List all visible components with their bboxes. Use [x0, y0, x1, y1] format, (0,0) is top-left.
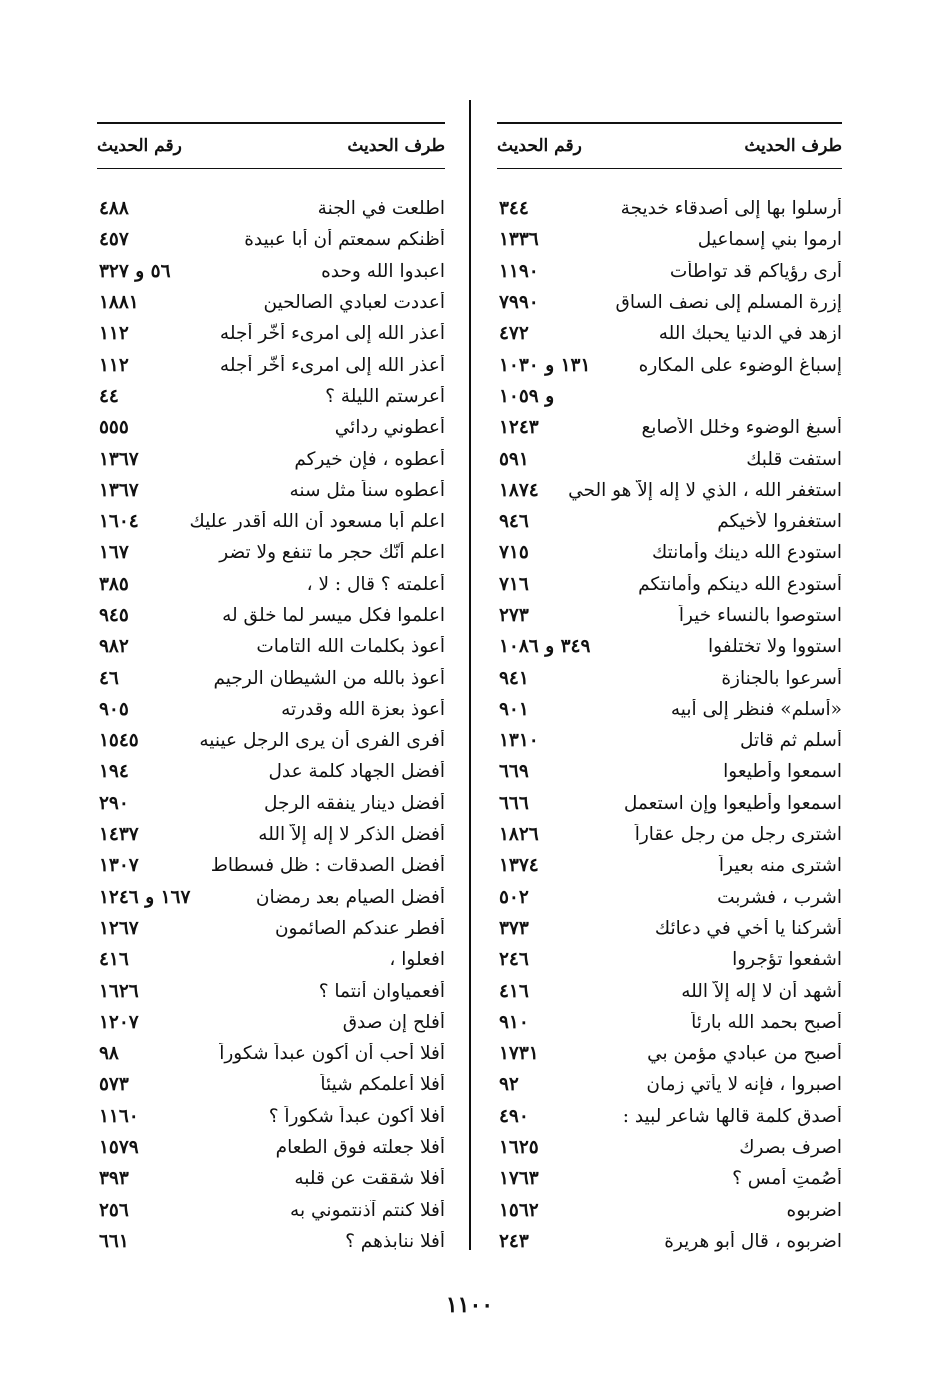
right-column — [497, 122, 842, 1257]
column-header — [97, 124, 445, 168]
hadith-number: ٤١٦ — [99, 949, 129, 971]
hadith-number: ١٣٣٦ — [499, 229, 539, 251]
hadith-phrase: استغفروا لأخيكم — [717, 511, 842, 533]
hadith-number: ٧١٦ — [499, 573, 529, 595]
hadith-number: ٩٢ — [499, 1074, 519, 1096]
hadith-phrase: أعرستم الليلة ؟ — [325, 385, 445, 407]
index-entry — [97, 725, 445, 756]
hadith-number: ٣٩٣ — [99, 1168, 129, 1190]
hadith-phrase: إسباغ الوضوء على المكاره — [638, 354, 842, 376]
hadith-number: ١٧٣١ — [499, 1043, 539, 1065]
index-entry — [97, 819, 445, 850]
hadith-number: ١٥٦٢ — [499, 1199, 539, 1221]
hadith-number: ١٢٦٧ — [99, 917, 139, 939]
index-entry — [97, 913, 445, 944]
hadith-phrase: أعذر الله إلى امرىء أخَّر أجله — [219, 323, 445, 345]
entry-list — [97, 193, 445, 1257]
hadith-number: ٥٧٣ — [99, 1074, 129, 1096]
hadith-phrase: أفلا أعلمكم شيئاً — [320, 1074, 445, 1096]
index-entry — [497, 256, 842, 287]
index-entry — [497, 631, 842, 662]
index-entry — [97, 631, 445, 662]
index-entry — [97, 1038, 445, 1069]
index-entry — [497, 224, 842, 255]
hadith-phrase: اعلموا فكل ميسر لما خلق له — [222, 605, 445, 626]
hadith-number: ١٧٦٣ — [499, 1168, 539, 1190]
index-entry — [97, 287, 445, 318]
hadith-phrase: أعطوه ، فإن خيركم — [294, 448, 445, 470]
hadith-number: ١٣٦٧ — [99, 479, 139, 501]
header-rule — [497, 168, 842, 169]
hadith-number: ٦٦١ — [99, 1230, 129, 1252]
hadith-phrase: أظنكم سمعتم أن أبا عبيدة — [244, 229, 445, 251]
index-entry — [97, 381, 445, 412]
hadith-phrase: أشركنا يا أخي في دعائك — [654, 917, 842, 939]
index-entry — [497, 1163, 842, 1194]
hadith-number: ٤١٦ — [499, 980, 529, 1002]
index-entry — [497, 287, 842, 318]
index-entry — [97, 256, 445, 287]
hadith-phrase: أفضل دينار ينفقه الرجل — [263, 792, 445, 814]
hadith-number: ٩٤٥ — [99, 605, 129, 626]
index-entry — [497, 1069, 842, 1100]
hadith-phrase: أصبح من عبادي مؤمن بي — [647, 1043, 842, 1065]
hadith-phrase: أفعمياوان أنتما ؟ — [318, 980, 445, 1002]
hadith-number: ٧١٥ — [499, 542, 529, 564]
index-entry — [97, 537, 445, 568]
index-entry — [497, 537, 842, 568]
hadith-number: ١١٢ — [99, 354, 129, 376]
hadith-phrase: اضربوه — [786, 1199, 842, 1221]
hadith-number: ١١٦٠ — [99, 1105, 139, 1127]
hadith-phrase: «أسلم» فنظر إلى أبيه — [670, 698, 842, 720]
hadith-phrase: أعوذ بكلمات الله التامات — [256, 636, 445, 658]
hadith-phrase: اضربوه ، قال أبو هريرة — [664, 1230, 842, 1252]
index-entry — [97, 475, 445, 506]
hadith-phrase: أسرعوا بالجنازة — [721, 667, 842, 689]
hadith-number: ٩٠١ — [499, 698, 529, 720]
hadith-number: ١٣٠٧ — [99, 855, 139, 877]
hadith-phrase: اسمعوا وأطيعوا وإن استعمل — [623, 792, 842, 814]
hadith-number: ١٢٤٣ — [499, 417, 539, 439]
hadith-number: ٥٥٥ — [99, 417, 129, 439]
hadith-phrase: أفلا شققت عن قلبه — [294, 1168, 445, 1190]
left-column — [97, 122, 445, 1257]
hadith-phrase: استودع الله دينك وأمانتك — [651, 542, 842, 564]
index-entry — [497, 819, 842, 850]
hadith-number: ٤٧٢ — [499, 323, 529, 345]
hadith-number: ١٦٠٤ — [99, 511, 139, 533]
hadith-number: ٢٥٦ — [99, 1199, 129, 1221]
hadith-number: ١٨٢٦ — [499, 824, 539, 846]
index-entry — [497, 975, 842, 1006]
hadith-phrase: اعلم أبا مسعود أن الله أقدر عليك — [189, 511, 445, 533]
hadith-number: ١٣١٠ — [499, 730, 539, 752]
hadith-phrase: أصُمتِ أمس ؟ — [732, 1168, 842, 1190]
index-entry — [497, 850, 842, 881]
hadith-phrase: اسمعوا وأطيعوا — [723, 761, 842, 783]
index-entry — [497, 913, 842, 944]
index-entry — [497, 694, 842, 725]
index-entry — [97, 318, 445, 349]
index-entry — [97, 600, 445, 631]
hadith-phrase: أفلح إن صدق — [342, 1011, 445, 1033]
hadith-number: ١١٢ — [99, 323, 129, 345]
hadith-phrase: اشترى رجل من رجل عقاراً — [634, 824, 842, 846]
index-entry — [97, 193, 445, 224]
index-entry — [97, 788, 445, 819]
index-entry — [97, 1163, 445, 1194]
hadith-phrase: أستودع الله دينكم وأمانتكم — [638, 573, 842, 595]
hadith-number: ٦٦٦ — [499, 792, 529, 814]
index-entry — [97, 975, 445, 1006]
index-entry — [497, 788, 842, 819]
index-entry — [497, 662, 842, 693]
index-entry — [497, 349, 842, 380]
column-divider — [469, 100, 471, 1250]
hadith-number: ١٢٠٧ — [99, 1011, 139, 1033]
hadith-number: ١٩٤ — [99, 761, 129, 783]
header-term: طرف الحديث — [347, 136, 445, 156]
entry-list — [497, 193, 842, 1257]
hadith-phrase: أفلا ننابذهم ؟ — [345, 1230, 445, 1252]
hadith-number: ٢٤٦ — [499, 949, 529, 971]
hadith-number: ١٤٣٧ — [99, 824, 139, 846]
hadith-phrase: أفلا أكون عبداً شكوراً ؟ — [268, 1105, 445, 1127]
header-number: رقم الحديث — [497, 136, 582, 156]
hadith-number: ١٦٢٦ — [99, 980, 139, 1002]
hadith-phrase: أرى رؤياكم قد تواطأت — [669, 260, 842, 282]
hadith-number: ٢٩٠ — [99, 792, 129, 814]
hadith-number: ٤٤ — [99, 385, 119, 407]
hadith-phrase: أفضل الصدقات : ظل فسطاط — [210, 855, 445, 877]
hadith-phrase: استووا ولا تختلفوا — [708, 636, 842, 658]
hadith-number: ١١٩٠ — [499, 260, 539, 282]
hadith-number: ٣٤٤ — [499, 198, 529, 220]
hadith-number: ١٦٧ و ١٢٤٦ — [99, 886, 191, 908]
hadith-number: و ١٠٥٩ — [499, 385, 555, 407]
hadith-phrase: اشفعوا تؤجروا — [732, 949, 842, 971]
hadith-number: ٤٥٧ — [99, 229, 129, 251]
hadith-phrase: أعذر الله إلى امرىء أخَّر أجله — [219, 354, 445, 376]
hadith-number: ٥٠٢ — [499, 886, 529, 908]
index-entry — [97, 1101, 445, 1132]
index-entry — [97, 569, 445, 600]
index-entry — [97, 662, 445, 693]
hadith-phrase: أفلا أحب أن أكون عبداً شكوراً — [219, 1043, 445, 1065]
hadith-phrase: أعوذ بالله من الشيطان الرجيم — [213, 667, 445, 689]
index-entry — [497, 944, 842, 975]
hadith-number: ١٥٤٥ — [99, 730, 139, 752]
index-entry — [97, 506, 445, 537]
hadith-number: ٣٧٣ — [499, 917, 529, 939]
index-entry — [97, 850, 445, 881]
index-entry — [497, 193, 842, 224]
hadith-phrase: أفضل الذكر لا إله إلاّ الله — [258, 824, 445, 846]
hadith-phrase: أفضل الجهاد كلمة عدل — [268, 761, 445, 783]
hadith-number: ٧٩٩٠ — [499, 292, 539, 314]
hadith-number: ١٣٧٤ — [499, 855, 539, 877]
hadith-number: ٥٩١ — [499, 448, 529, 470]
index-entry — [97, 412, 445, 443]
hadith-phrase: أعددت لعبادي الصالحين — [263, 292, 445, 314]
hadith-phrase: أعلمته ؟ قال : لا ، — [306, 573, 445, 595]
index-entry — [497, 756, 842, 787]
index-entry — [97, 224, 445, 255]
index-entry — [497, 1195, 842, 1226]
hadith-phrase: اطلعت في الجنة — [317, 198, 445, 220]
index-entry — [497, 381, 842, 412]
hadith-phrase: استغفر الله ، الذي لا إله إلاّ هو الحي — [568, 479, 842, 501]
index-entry — [497, 318, 842, 349]
page-number: ١١٠٠ — [445, 1292, 494, 1318]
index-entry — [497, 600, 842, 631]
index-entry — [497, 1101, 842, 1132]
index-entry — [97, 1226, 445, 1257]
hadith-phrase: اشترى منه بعيراً — [718, 855, 842, 877]
hadith-number: ٢٤٣ — [499, 1230, 529, 1252]
index-entry — [97, 1007, 445, 1038]
hadith-phrase: أصبح بحمد الله بارئاً — [691, 1011, 842, 1033]
hadith-number: ٤٨٨ — [99, 198, 129, 220]
index-entry — [497, 1226, 842, 1257]
hadith-phrase: أعوذ بعزة الله وقدرته — [281, 698, 445, 720]
hadith-number: ١٨٨١ — [99, 292, 139, 314]
hadith-number: ٩٨ — [99, 1043, 119, 1065]
hadith-number: ١٨٧٤ — [499, 479, 539, 501]
hadith-phrase: أشهد أن لا إله إلاّ الله — [681, 980, 842, 1002]
hadith-phrase: اعلم أنّك حجر ما تنفع ولا تضر — [219, 542, 445, 564]
header-number: رقم الحديث — [97, 136, 182, 156]
index-entry — [497, 725, 842, 756]
index-entry — [97, 1195, 445, 1226]
header-rule — [97, 168, 445, 169]
hadith-phrase: أفضل الصيام بعد رمضان — [255, 886, 445, 908]
hadith-phrase: أفلا كنتم آذنتموني به — [290, 1199, 445, 1221]
index-entry — [497, 412, 842, 443]
hadith-number: ٩١٠ — [499, 1011, 529, 1033]
hadith-number: ٢٧٣ — [499, 605, 529, 626]
hadith-number: ٩٤٦ — [499, 511, 529, 533]
hadith-number: ٩٤١ — [499, 667, 529, 689]
index-entry — [97, 349, 445, 380]
hadith-number: ٥٦ و ٣٢٧ — [99, 260, 171, 282]
hadith-phrase: أفطر عندكم الصائمون — [274, 917, 445, 939]
hadith-phrase: أصدق كلمة قالها شاعر لبيد : — [622, 1105, 842, 1127]
hadith-phrase: أعطوني ردائي — [334, 417, 445, 439]
column-header — [497, 124, 842, 168]
index-entry — [97, 1132, 445, 1163]
hadith-number: ١٣١ و ١٠٣٠ — [499, 354, 591, 376]
header-term: طرف الحديث — [744, 136, 842, 156]
hadith-phrase: استفت قلبك — [746, 448, 842, 470]
index-entry — [497, 506, 842, 537]
hadith-phrase: افعلوا ، — [389, 949, 445, 971]
index-entry — [97, 1069, 445, 1100]
hadith-phrase: اصبروا ، فإنه لا يأتي زمان — [646, 1074, 842, 1096]
hadith-phrase: أسبغ الوضوء وخلل الأصابع — [641, 417, 842, 439]
hadith-number: ٩٠٥ — [99, 698, 129, 720]
hadith-phrase: أعطوه سناً مثل سنه — [289, 479, 445, 501]
hadith-phrase: اصرف بصرك — [739, 1137, 842, 1159]
hadith-phrase: استوصوا بالنساء خيراً — [678, 605, 842, 626]
hadith-number: ٣٨٥ — [99, 573, 129, 595]
hadith-number: ١٦٢٥ — [499, 1137, 539, 1159]
index-entry — [497, 882, 842, 913]
hadith-phrase: أسلم ثم قاتل — [740, 730, 842, 752]
hadith-phrase: أفلا جعلته فوق الطعام — [275, 1137, 445, 1159]
index-entry — [497, 1132, 842, 1163]
index-entry — [497, 1038, 842, 1069]
hadith-phrase: ارموا بني إسماعيل — [697, 229, 842, 251]
hadith-number: ٩٨٢ — [99, 636, 129, 658]
hadith-number: ٣٤٩ و ١٠٨٦ — [499, 636, 591, 658]
index-entry — [497, 443, 842, 474]
index-entry — [97, 756, 445, 787]
index-entry — [497, 475, 842, 506]
hadith-number: ٤٩٠ — [499, 1105, 529, 1127]
hadith-number: ١٣٦٧ — [99, 448, 139, 470]
hadith-phrase: اعبدوا الله وحده — [321, 260, 445, 282]
index-entry — [497, 569, 842, 600]
hadith-phrase: أرسلوا بها إلى أصدقاء خديجة — [620, 198, 842, 220]
hadith-phrase: ازهد في الدنيا يحبك الله — [658, 323, 842, 345]
hadith-phrase: أفرى الفرى أن يرى الرجل عينيه — [199, 730, 445, 752]
hadith-number: ٦٦٩ — [499, 761, 529, 783]
index-entry — [97, 694, 445, 725]
hadith-phrase: إزرة المسلم إلى نصف الساق — [615, 292, 842, 314]
index-entry — [97, 944, 445, 975]
hadith-number: ١٦٧ — [99, 542, 129, 564]
hadith-number: ٤٦ — [99, 667, 119, 689]
hadith-number: ١٥٧٩ — [99, 1137, 139, 1159]
index-entry — [97, 443, 445, 474]
hadith-phrase: اشرب ، فشربت — [717, 886, 842, 908]
index-entry — [97, 882, 445, 913]
index-entry — [497, 1007, 842, 1038]
